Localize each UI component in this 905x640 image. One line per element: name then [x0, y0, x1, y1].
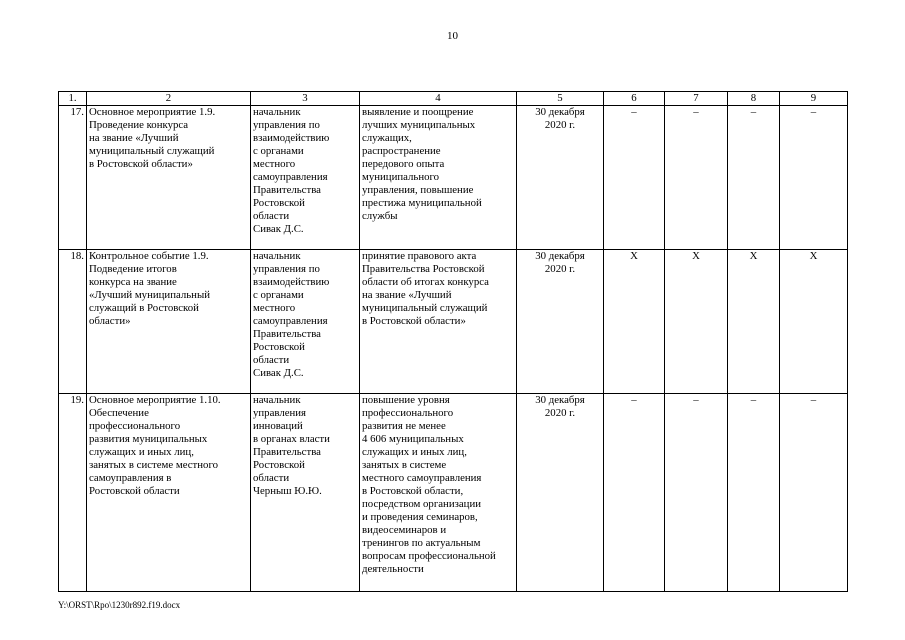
header-cell-8: 8 [728, 92, 780, 106]
page-number: 10 [447, 30, 458, 42]
result-cell: выявление и поощрение лучших муниципальных служащих, распространение передового опыта муниципального управления, повышение престижа муниципальной службы [360, 106, 517, 250]
result-cell: принятие правового акта Правительства Ростовской области об итогах конкурса на звание «Лучший муниципальный служащий в Ростовской области» [360, 250, 517, 394]
col8-cell: – [728, 394, 780, 592]
col6-cell: – [604, 106, 665, 250]
header-cell-9: 9 [780, 92, 848, 106]
header-cell-4: 4 [360, 92, 517, 106]
row-number: 17. [59, 106, 87, 250]
header-cell-2: 2 [87, 92, 251, 106]
col8-cell: Х [728, 250, 780, 394]
table-row [59, 394, 848, 592]
col7-cell: Х [665, 250, 728, 394]
row-number: 19. [59, 394, 87, 592]
col9-cell: – [780, 106, 848, 250]
col9-cell: Х [780, 250, 848, 394]
responsible-cell: начальник управления по взаимодействию с органами местного самоуправления Правительства Ростовской области Сивак Д.С. [251, 106, 360, 250]
col6-cell: Х [604, 250, 665, 394]
header-cell-6: 6 [604, 92, 665, 106]
col6-cell: – [604, 394, 665, 592]
event-cell: Основное мероприятие 1.10. Обеспечение профессионального развития муниципальных служащих и иных лиц, занятых в системе местного самоуправления в Ростовской области [87, 394, 251, 592]
col7-cell: – [665, 106, 728, 250]
header-cell-7: 7 [665, 92, 728, 106]
responsible-cell: начальник управления инноваций в органах власти Правительства Ростовской области Черныш Ю.Ю. [251, 394, 360, 592]
header-cell-1: 1. [59, 92, 87, 106]
row-number: 18. [59, 250, 87, 394]
date-cell: 30 декабря 2020 г. [517, 394, 604, 592]
footer-file-path: Y:\ORST\Rpo\1230r892.f19.docx [58, 600, 181, 610]
table-row [59, 106, 848, 250]
col8-cell: – [728, 106, 780, 250]
col7-cell: – [665, 394, 728, 592]
date-cell: 30 декабря 2020 г. [517, 106, 604, 250]
header-row [59, 92, 848, 106]
plan-table [58, 91, 848, 592]
col9-cell: – [780, 394, 848, 592]
header-cell-3: 3 [251, 92, 360, 106]
date-cell: 30 декабря 2020 г. [517, 250, 604, 394]
event-cell: Основное мероприятие 1.9. Проведение конкурса на звание «Лучший муниципальный служащий в Ростовской области» [87, 106, 251, 250]
responsible-cell: начальник управления по взаимодействию с органами местного самоуправления Правительства Ростовской области Сивак Д.С. [251, 250, 360, 394]
event-cell: Контрольное событие 1.9. Подведение итогов конкурса на звание «Лучший муниципальный служащий в Ростовской области» [87, 250, 251, 394]
result-cell: повышение уровня профессионального развития не менее 4 606 муниципальных служащих и иных лиц, занятых в системе местного самоуправления в Ростовской области, посредством организации и проведения семинаров, видеосеминаров и тренингов по актуальным вопросам профессиональной деятельности [360, 394, 517, 592]
table-row [59, 250, 848, 394]
header-cell-5: 5 [517, 92, 604, 106]
